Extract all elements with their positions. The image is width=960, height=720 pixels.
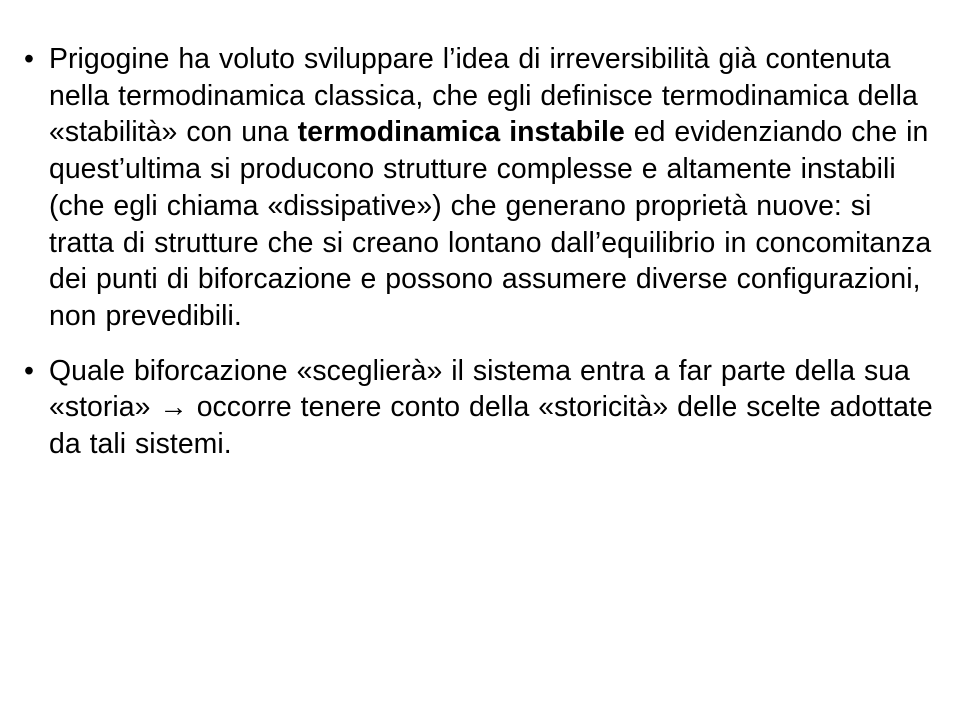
bullet-1-bold-term: termodinamica instabile xyxy=(297,116,625,149)
bullet-marker: • xyxy=(24,354,34,387)
bullet-item-1 xyxy=(24,41,940,335)
bullet-1-text-start: Prigogine ha voluto sviluppare l’idea di irreversibilità già contenuta nella termodinamica classica, che egli definisce termodinamica della «stabilità» con una xyxy=(49,43,918,149)
bullet-marker: • xyxy=(24,43,34,75)
bullet-2-text: Quale biforcazione «sceglierà» il sistema entra a far parte della sua «storia» → occorre tenere conto della «storicità» delle scelte adottate da tali sistemi. xyxy=(49,354,933,461)
bullet-1-text-end: ed evidenziando che in quest’ultima si producono strutture complesse e altamente instabili (che egli chiama «dissipative») che generano proprietà nuove: si tratta di strutture che si creano lontano dall’equilibrio in concomitanza dei punti di biforcazione e possono assumere diverse configurazioni, non prevedibili. xyxy=(49,116,932,332)
bullet-list xyxy=(24,41,940,463)
bullet-item-2 xyxy=(24,353,940,463)
